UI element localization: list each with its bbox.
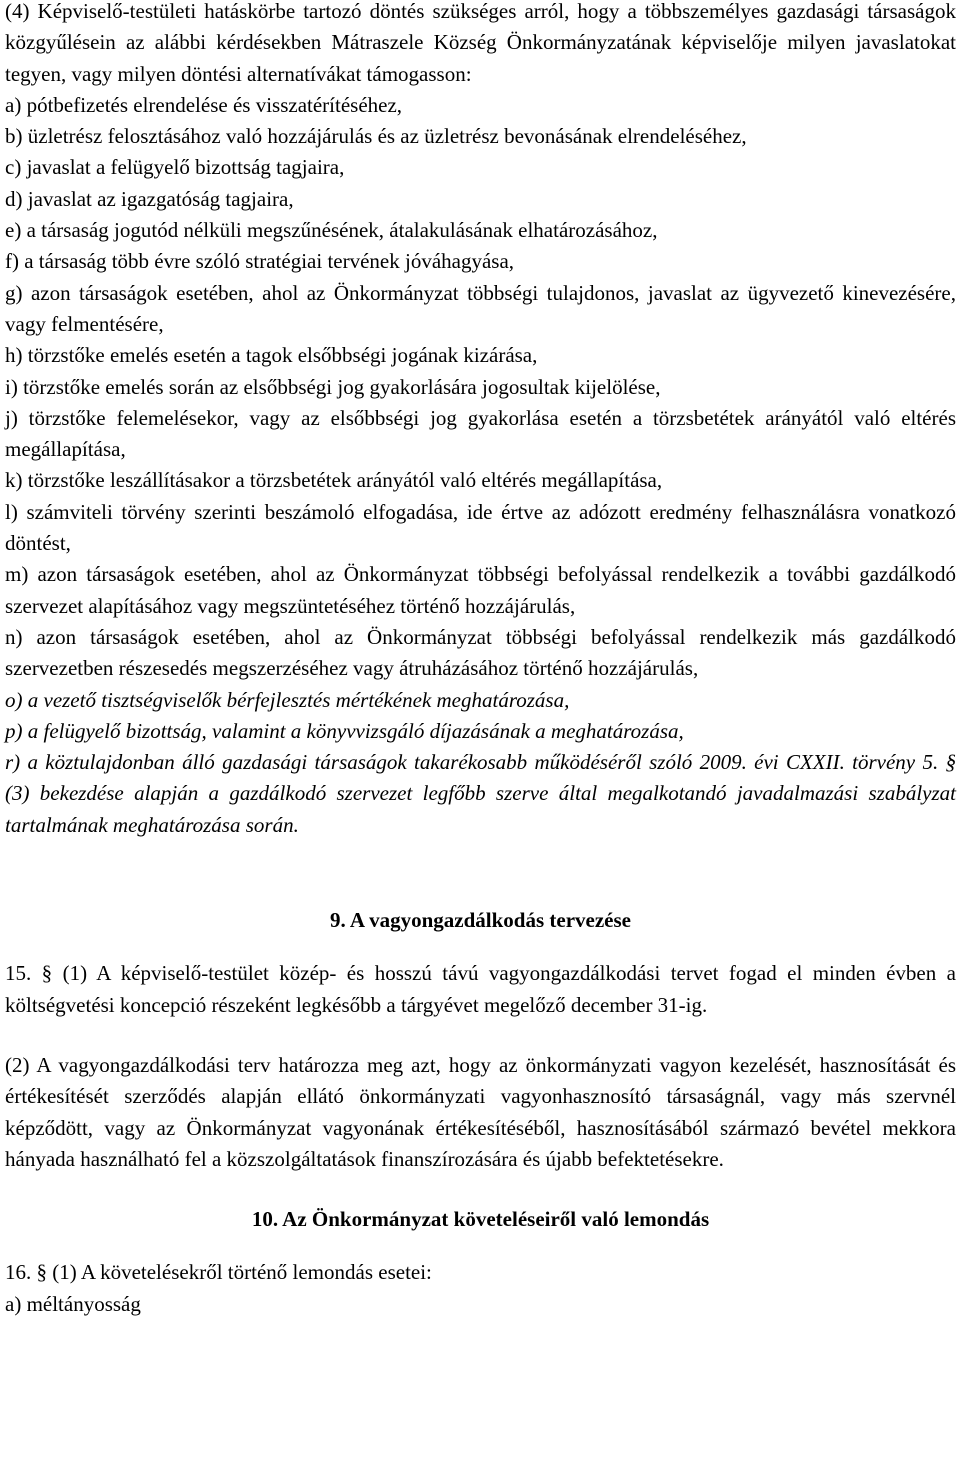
section-4-intro: (4) Képviselő-testületi hatáskörbe tartozó döntés szükséges arról, hogy a többszemélyes gazdasági társaságok közgyűlésein az alábbi kérdésekben Mátraszele Község Önkormányzatának képviselője milyen javaslatokat tegyen, vagy milyen döntési alternatívákat támogasson: (5, 0, 956, 86)
paragraph-16-1: 16. § (1) A követelésekről történő lemondás esetei: (5, 1260, 432, 1285)
list-item-m: m) azon társaságok esetében, ahol az Önkormányzat többségi befolyással rendelkezik a további gazdálkodó szervezet alapításához vagy megszüntetéséhez történő hozzájárulás, (5, 562, 956, 618)
paragraph-15-2: (2) A vagyongazdálkodási terv határozza meg azt, hogy az önkormányzati vagyon kezelését, hasznosítását és értékesítését szerződés alapján ellátó önkormányzati vagyonhasznosító társaságnál, vagy más szervnél képződött, vagy az Önkormányzat vagyonának értékesítéséből, hasznosításából származó bevétel mekkora hányada használható fel a közszolgáltatások finanszírozására és újabb befektetésekre. (5, 1052, 956, 1171)
list-item-o: o) a vezető tisztségviselők bérfejlesztés mértékének meghatározása, (5, 687, 570, 712)
section-heading-10: 10. Az Önkormányzat követeléseiről való lemondás (251, 1207, 710, 1232)
list-item-a: a) pótbefizetés elrendelése és visszatérítéséhez, (5, 92, 403, 117)
document-page (5, 0, 956, 1320)
list-item-e: e) a társaság jogutód nélküli megszűnésének, átalakulásának elhatározásához, (5, 218, 658, 243)
paragraph-16-a: a) méltányosság (5, 1291, 141, 1316)
list-item-d: d) javaslat az igazgatóság tagjaira, (5, 186, 294, 211)
list-item-g: g) azon társaságok esetében, ahol az Önkormányzat többségi tulajdonos, javaslat az ügyvezető kinevezésére, vagy felmentésére, (5, 280, 956, 336)
list-item-c: c) javaslat a felügyelő bizottság tagjaira, (5, 155, 345, 180)
list-item-f: f) a társaság több évre szóló stratégiai tervének jóváhagyása, (5, 249, 515, 274)
list-item-l: l) számviteli törvény szerinti beszámoló elfogadása, ide értve az adózott eredmény felhasználásra vonatkozó döntést, (5, 499, 956, 556)
list-item-j: j) törzstőke felemelésekor, vagy az elsőbbségi jog gyakorlása esetén a törzsbetétek arányától való eltérés megállapítása, (5, 405, 956, 462)
list-item-h: h) törzstőke emelés esetén a tagok elsőbbségi jogának kizárása, (5, 343, 538, 368)
paragraph-15-1: 15. § (1) A képviselő-testület közép- és hosszú távú vagyongazdálkodási tervet fogad el minden évben a költségvetési koncepció részeként legkésőbb a tárgyévet megelőző december 31-ig. (5, 961, 956, 1017)
section-heading-9: 9. A vagyongazdálkodás tervezése (330, 908, 631, 933)
list-item-i: i) törzstőke emelés során az elsőbbségi jog gyakorlására jogosultak kijelölése, (5, 374, 661, 399)
list-item-r: r) a köztulajdonban álló gazdasági társaságok takarékosabb működéséről szóló 2009. évi CXXII. törvény 5. § (3) bekezdése alapján a gazdálkodó szervezet legfőbb szerve által megalkotandó javadalmazási szabályzat tartalmának meghatározása során. (5, 750, 956, 837)
list-item-b: b) üzletrész felosztásához való hozzájárulás és az üzletrész bevonásának elrendeléséhez, (5, 124, 747, 149)
list-item-n: n) azon társaságok esetében, ahol az Önkormányzat többségi befolyással rendelkezik más gazdálkodó szervezetben részesedés megszerzéséhez vagy átruházásához történő hozzájárulás, (5, 624, 956, 681)
list-item-p: p) a felügyelő bizottság, valamint a könyvvizsgáló díjazásának a meghatározása, (5, 718, 684, 743)
list-item-k: k) törzstőke leszállításakor a törzsbetétek arányától való eltérés megállapítása, (5, 468, 663, 493)
